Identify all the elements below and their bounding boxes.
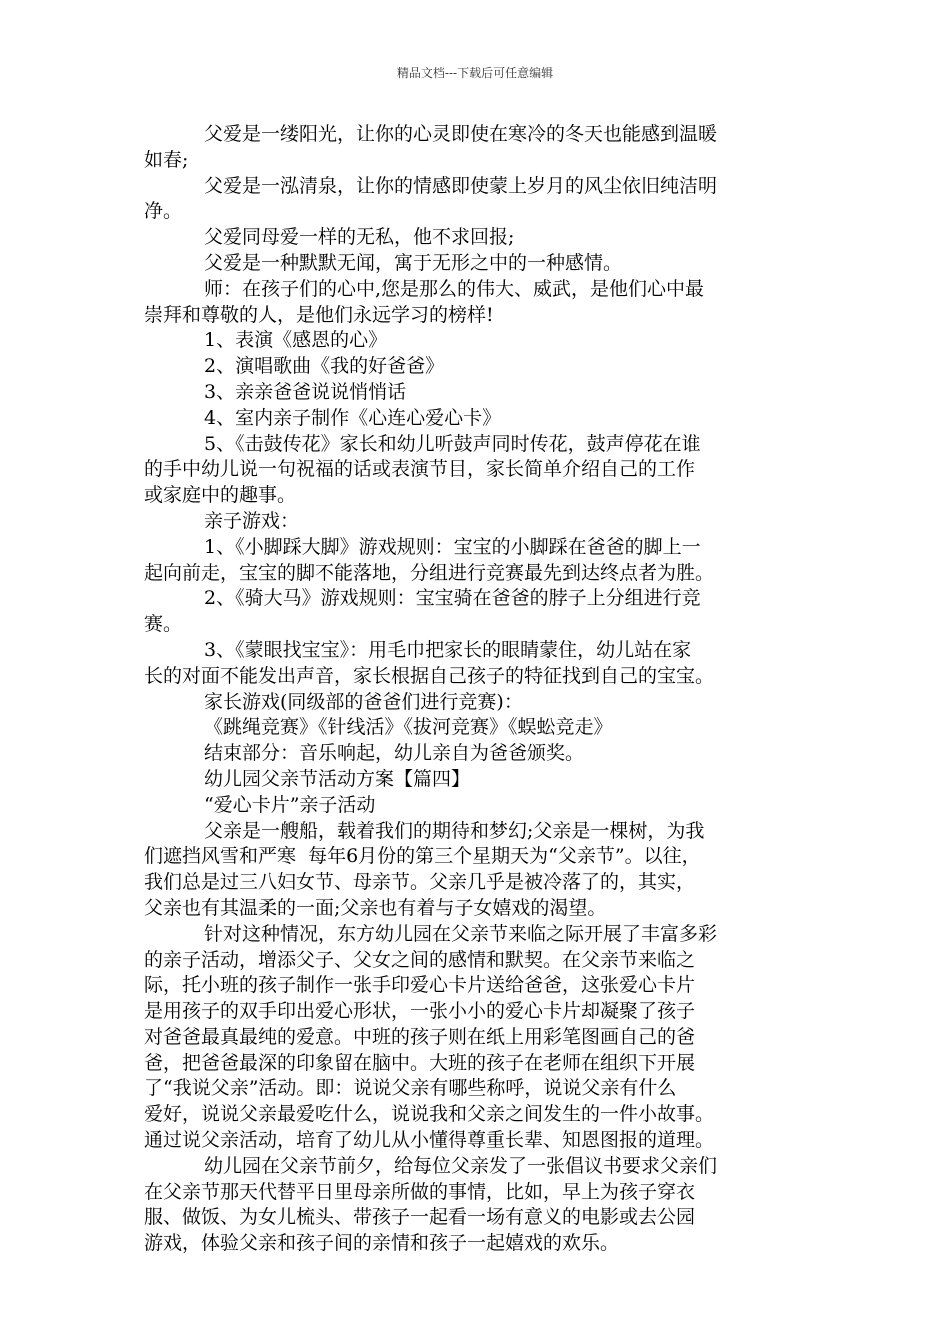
text-line: 净。 — [144, 200, 183, 223]
text-line: 幼儿园父亲节活动方案【篇四】 — [204, 767, 471, 790]
text-line: 结束部分：音乐响起，幼儿亲自为爸爸颁奖。 — [204, 742, 585, 765]
text-line: 际，托小班的孩子制作一张手印爱心卡片送给爸爸，这张爱心卡片 — [144, 974, 696, 997]
text-line: 长的对面不能发出声音，家长根据自己孩子的特征找到自己的宝宝。 — [144, 664, 715, 687]
text-line: 们遮挡风雪和严寒 每年6月份的第三个星期天为“父亲节”。以往， — [144, 845, 701, 868]
text-line: 5、《击鼓传花》家长和幼儿听鼓声同时传花，鼓声停花在谁 — [204, 432, 701, 455]
page-header: 精品文档---下载后可任意编辑 — [396, 66, 554, 80]
text-line: 崇拜和尊敬的人，是他们永远学习的榜样! — [144, 303, 494, 326]
text-line: 在父亲节那天代替平日里母亲所做的事情，比如，早上为孩子穿衣 — [144, 1180, 696, 1203]
text-line: 《跳绳竞赛》《针线活》《拔河竞赛》《蜈蚣竞走》 — [204, 716, 613, 739]
text-line: 父爱是一缕阳光，让你的心灵即使在寒冷的冬天也能感到温暖 — [204, 123, 718, 145]
text-line: 对爸爸最真最纯的爱意。中班的孩子则在纸上用彩笔图画自己的爸 — [144, 1025, 696, 1048]
text-line: 的手中幼儿说一句祝福的话或表演节目，家长简单介绍自己的工作 — [144, 458, 696, 481]
text-line: 亲子游戏： — [204, 509, 300, 532]
text-line: “爱心卡片”亲子活动 — [204, 793, 376, 816]
text-line: 我们总是过三八妇女节、母亲节。父亲几乎是被冷落了的，其实， — [144, 871, 696, 894]
text-line: 1、《小脚踩大脚》游戏规则：宝宝的小脚踩在爸爸的脚上一 — [204, 535, 701, 558]
text-line: 通过说父亲活动，培育了幼儿从小懂得尊重长辈、知恩图报的道理。 — [144, 1129, 715, 1152]
text-line: 1、表演《感恩的心》 — [204, 329, 388, 352]
document-body — [144, 122, 816, 1257]
text-line: 服、做饭、为女儿梳头、带孩子一起看一场有意义的电影或去公园 — [144, 1206, 696, 1229]
text-line: 了“我说父亲”活动。即：说说父亲有哪些称呼，说说父亲有什么 — [144, 1077, 677, 1100]
text-line: 游戏，体验父亲和孩子间的亲情和孩子一起嬉戏的欢乐。 — [144, 1232, 620, 1255]
text-line: 起向前走，宝宝的脚不能落地，分组进行竞赛最先到达终点者为胜。 — [144, 561, 715, 584]
text-line: 4、室内亲子制作《心连心爱心卡》 — [204, 406, 502, 429]
text-line: 3、亲亲爸爸说说悄悄话 — [204, 380, 407, 403]
text-line: 如春; — [144, 148, 189, 171]
text-line: 师：在孩子们的心中,您是那么的伟大、威武，是他们心中最 — [204, 277, 705, 300]
text-line: 是用孩子的双手印出爱心形状，一张小小的爱心卡片却凝聚了孩子 — [144, 1000, 696, 1023]
text-line: 的亲子活动，增添父子、父女之间的感情和默契。在父亲节来临之 — [144, 948, 696, 971]
text-line: 2、演唱歌曲《我的好爸爸》 — [204, 355, 445, 378]
text-line: 赛。 — [144, 613, 183, 636]
text-line: 父亲是一艘船，载着我们的期待和梦幻;父亲是一棵树，为我 — [204, 819, 705, 842]
text-line: 或家庭中的趣事。 — [144, 484, 297, 507]
text-line: 针对这种情况，东方幼儿园在父亲节来临之际开展了丰富多彩 — [204, 922, 718, 945]
text-line: 2、《骑大马》游戏规则：宝宝骑在爸爸的脖子上分组进行竞 — [204, 587, 701, 610]
text-line: 幼儿园在父亲节前夕，给每位父亲发了一张倡议书要求父亲们 — [204, 1154, 718, 1177]
text-line: 父亲也有其温柔的一面;父亲也有着与子女嬉戏的渴望。 — [144, 896, 607, 919]
text-line: 爸，把爸爸最深的印象留在脑中。大班的孩子在老师在组织下开展 — [144, 1051, 696, 1074]
text-line: 父爱同母爱一样的无私，他不求回报; — [204, 226, 515, 249]
text-line: 3、《蒙眼找宝宝》：用毛巾把家长的眼睛蒙住，幼儿站在家 — [204, 638, 692, 661]
text-line: 父爱是一泓清泉，让你的情感即使蒙上岁月的风尘依旧纯洁明 — [204, 174, 718, 197]
text-line: 爱好，说说父亲最爱吃什么，说说我和父亲之间发生的一件小故事。 — [144, 1103, 715, 1126]
text-line: 家长游戏(同级部的爸爸们进行竞赛)： — [204, 690, 523, 713]
text-line: 父爱是一种默默无闻，寓于无形之中的一种感情。 — [204, 251, 623, 274]
